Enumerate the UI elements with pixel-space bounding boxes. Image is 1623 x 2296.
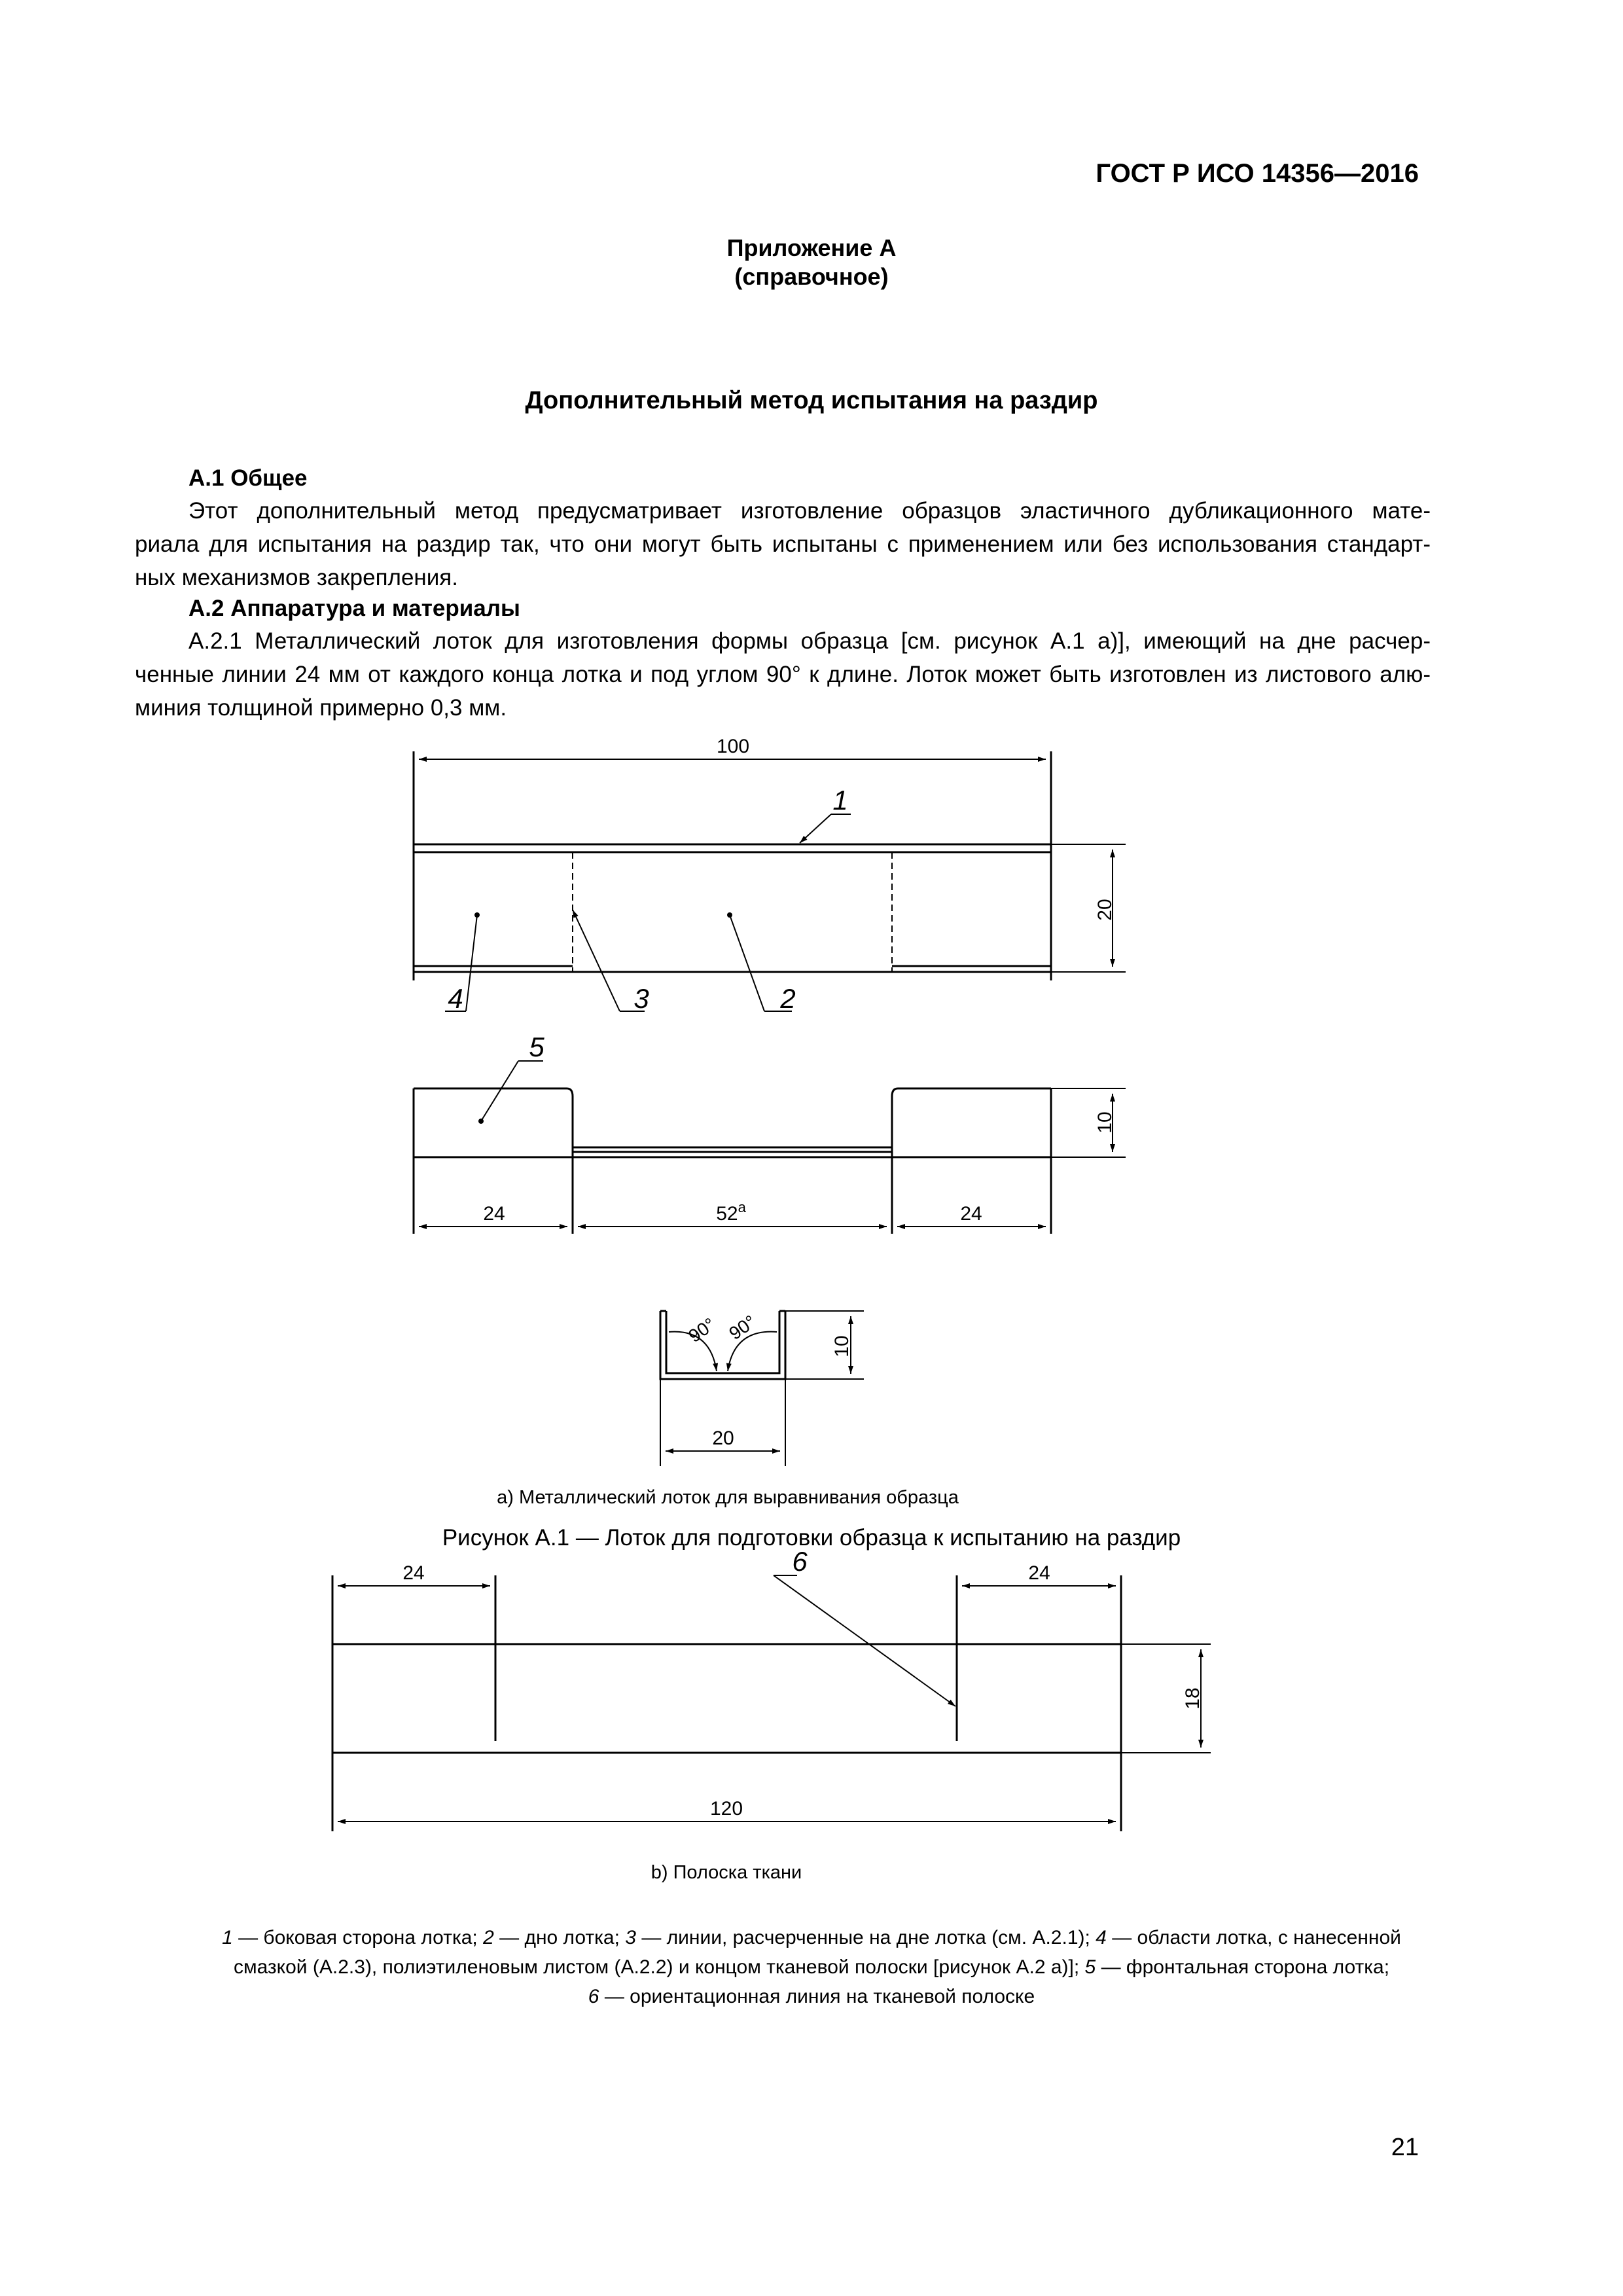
legend-text: — ориентационная линия на тканевой полоске (599, 1986, 1035, 2007)
label-5: 5 (529, 1031, 544, 1062)
a1-heading: А.1 Общее (188, 465, 308, 491)
dim-height-20: 20 (1094, 899, 1116, 921)
legend-text: — дно лотка; (493, 1927, 626, 1948)
legend-key: 2 (483, 1927, 494, 1948)
paragraph-line: ченные линии 24 мм от каждого конца лотка и под углом 90° к длине. Лоток может быть изготовлен из листового алю- (135, 662, 1431, 687)
legend-text: — линии, расчерченные на дне лотка (см. А.2.1); (635, 1927, 1096, 1948)
legend-line (98, 1923, 1525, 1952)
dim-top-length: 100 (716, 736, 750, 757)
paragraph-line: Этот дополнительный метод предусматривает изготовление образцов эластичного дубликационного мате- (188, 498, 1431, 524)
caption-b: b) Полоска ткани (651, 1862, 802, 1883)
dim-seg-mid-value: 52 (716, 1203, 738, 1225)
dim-height-10: 10 (1094, 1111, 1116, 1134)
dim-strip-left: 24 (402, 1562, 425, 1584)
page-number: 21 (1391, 2134, 1419, 2161)
legend-line (98, 1982, 1525, 2011)
dim-seg-left: 24 (483, 1203, 505, 1225)
dim-cs-height: 10 (831, 1335, 853, 1357)
annex-type: (справочное) (734, 263, 889, 290)
annex-title: Приложение А (726, 234, 897, 261)
paragraph-line: А.2.1 Металлический лоток для изготовления формы образца [см. рисунок А.1 а)], имеющий на дне расчер- (188, 628, 1431, 654)
dim-seg-right: 24 (960, 1203, 982, 1225)
figure-legend (98, 1923, 1525, 2011)
fabric-strip (332, 1575, 1211, 1831)
dim-seg-mid-footnote: a (738, 1199, 746, 1215)
dim-strip-length: 120 (709, 1798, 743, 1820)
legend-text: — области лотка, с нанесенной (1106, 1927, 1401, 1948)
tray-side-view (414, 1061, 1126, 1234)
document-id: ГОСТ Р ИСО 14356—2016 (1096, 159, 1419, 188)
a2-heading: А.2 Аппаратура и материалы (188, 596, 520, 621)
dim-strip-right: 24 (1028, 1562, 1050, 1584)
tray-top-view (414, 751, 1126, 1011)
legend-text: — фронтальная сторона лотка; (1096, 1956, 1390, 1978)
figure-caption: Рисунок А.1 — Лоток для подготовки образца к испытанию на раздир (442, 1525, 1181, 1551)
legend-text: — боковая сторона лотка; (232, 1927, 484, 1948)
paragraph-line: риала для испытания на раздир так, что они могут быть испытаны с применением или без использования стандарт- (135, 531, 1431, 557)
angle-left: 90° (685, 1314, 719, 1347)
dim-seg-mid (716, 1199, 746, 1225)
legend-key: 4 (1096, 1927, 1107, 1948)
paragraph-line: ных механизмов закрепления. (135, 565, 458, 590)
label-1: 1 (832, 785, 848, 816)
legend-key: 6 (588, 1986, 599, 2007)
label-3: 3 (633, 983, 649, 1014)
angle-right: 90° (725, 1311, 760, 1344)
label-6: 6 (792, 1546, 808, 1577)
legend-key: 1 (222, 1927, 233, 1948)
section-title: Дополнительный метод испытания на раздир (525, 387, 1098, 414)
dim-strip-height: 18 (1182, 1687, 1204, 1710)
legend-key: 3 (625, 1927, 636, 1948)
legend-key: 5 (1084, 1956, 1096, 1978)
dim-cs-width: 20 (712, 1427, 734, 1449)
label-4: 4 (448, 983, 463, 1014)
paragraph-line: миния толщиной примерно 0,3 мм. (135, 695, 507, 721)
label-2: 2 (780, 983, 796, 1014)
legend-text: смазкой (А.2.3), полиэтиленовым листом (А.2.2) и концом тканевой полоски [рисунок А.2 а)]; (233, 1956, 1085, 1978)
caption-a: а) Металлический лоток для выравнивания образца (497, 1487, 959, 1508)
legend-line (98, 1952, 1525, 1982)
